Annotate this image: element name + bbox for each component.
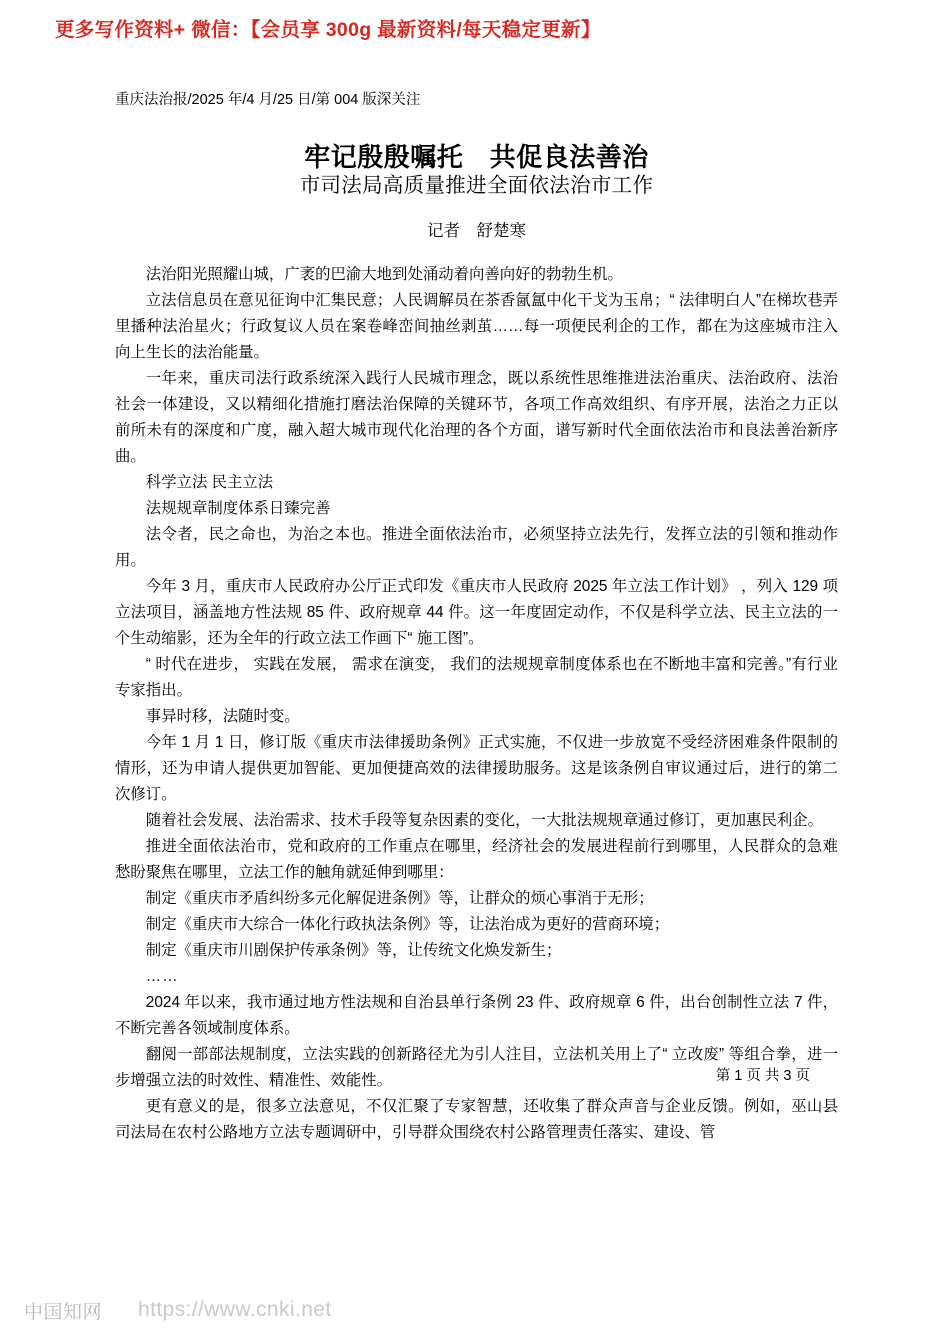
article-paragraph: 一年来，重庆司法行政系统深入践行人民城市理念，既以系统性思维推进法治重庆、法治政府、法治社会一体建设，又以精细化措施打磨法治保障的关键环节，各项工作高效组织、有序开展，法治之力正以前所未有的深度和广度，融入超大城市现代化治理的各个方面，谱写新时代全面依法治市和良法善治新序曲。 (115, 370, 838, 465)
article-body (115, 262, 838, 1146)
newspaper-source-line: 重庆法治报/2025 年/4 月/25 日/第 004 版深关注 (115, 92, 421, 108)
cnki-watermark-footer (0, 1276, 950, 1344)
article-paragraph: 2024 年以来，我市通过地方性法规和自治县单行条例 23 件、政府规章 6 件，出台创制性立法 7 件，不断完善各领域制度体系。 (115, 994, 838, 1037)
page-title: 牢记殷殷嘱托 共促良法善治 (304, 142, 649, 172)
article-paragraph: 推进全面依法治市，党和政府的工作重点在哪里，经济社会的发展进程前行到哪里，人民群众的急难愁盼聚焦在哪里，立法工作的触角就延伸到哪里： (115, 838, 838, 881)
article-paragraph: 法治阳光照耀山城，广袤的巴渝大地到处涌动着向善向好的勃勃生机。 (145, 266, 623, 283)
article-list-item: 制定《重庆市矛盾纠纷多元化解促进条例》等，让群众的烦心事消于无形； (145, 890, 654, 907)
article-paragraph: 随着社会发展、法治需求、技术手段等复杂因素的变化，一大批法规规章通过修订，更加惠民利企。 (145, 812, 823, 829)
article-paragraph: 更有意义的是，很多立法意见，不仅汇聚了专家智慧，还收集了群众声音与企业反馈。例如，巫山县司法局在农村公路地方立法专题调研中，引导群众围绕农村公路管理责任落实、建设、管 (115, 1098, 838, 1141)
article-list-item: 制定《重庆市川剧保护传承条例》等，让传统文化焕发新生； (145, 942, 562, 959)
cnki-url-text: https://www.cnki.net (138, 1298, 332, 1321)
article-paragraph: 法令者，民之命也，为治之本也。推进全面依法治市，必须坚持立法先行，发挥立法的引领和推动作用。 (115, 526, 838, 569)
article-paragraph: 今年 3 月，重庆市人民政府办公厅正式印发《重庆市人民政府 2025 年立法工作计划》 ，列入 129 项立法项目，涵盖地方性法规 85 件、政府规章 44 件。这一年度固定动作，不仅是科学立法、民主立法的一个生动缩影，还为全年的行政立法工作画下“ 施工图”。 (115, 578, 838, 647)
page-number-footer: 第 1 页 共 3 页 (715, 1068, 810, 1084)
cnki-logo-icon: 中国知网 (24, 1301, 103, 1323)
article-paragraph: 今年 1 月 1 日，修订版《重庆市法律援助条例》正式实施，不仅进一步放宽不受经济困难条件限制的情形，还为申请人提供更加智能、更加便捷高效的法律援助服务。这是该条例自审议通过后，进行的第二次修订。 (115, 734, 838, 803)
article-paragraph: 立法信息员在意见征询中汇集民意；人民调解员在茶香氤氲中化干戈为玉帛；“ 法律明白人”在梯坎巷弄里播种法治星火；行政复议人员在案卷峰峦间抽丝剥茧……每一项便民利企的工作，都在为这座城市注入向上生长的法治能量。 (115, 292, 838, 361)
article-paragraph: “ 时代在进步， 实践在发展， 需求在演变， 我们的法规规章制度体系也在不断地丰富和完善。”有行业专家指出。 (115, 656, 838, 699)
promo-banner-text: 更多写作资料+ 微信：【会员享 300g 最新资料/每天稳定更新】 (55, 19, 601, 41)
article-section-subheading: 法规规章制度体系日臻完善 (145, 500, 331, 517)
article-list-item: 制定《重庆市大综合一体化行政执法条例》等，让法治成为更好的营商环境； (145, 916, 670, 933)
article-byline: 记者 舒楚寒 (427, 222, 526, 240)
article-section-heading: 科学立法 民主立法 (145, 474, 274, 491)
article-paragraph: 事异时移，法随时变。 (145, 708, 300, 725)
article-ellipsis: …… (145, 968, 179, 985)
article-paragraph: 翻阅一部部法规制度，立法实践的创新路径尤为引人注目，立法机关用上了“ 立改废” 等组合拳，进一步增强立法的时效性、精准性、效能性。 (115, 1046, 838, 1089)
page-subtitle: 市司法局高质量推进全面依法治市工作 (299, 174, 654, 197)
